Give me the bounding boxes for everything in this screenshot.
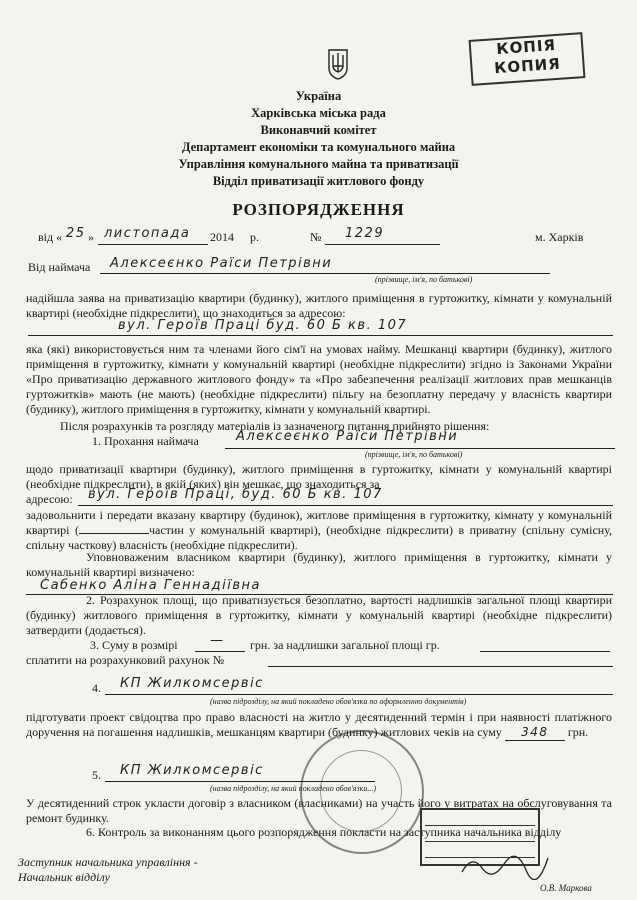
paragraph-decision: Після розрахунків та розгляду матеріалів із зазначеного питання прийнято рішення:: [60, 419, 490, 433]
certificate-text: підготувати проект свідоцтва про право власності на житло у десятиденний термін і при наявності платіжного доручення на погашення надлишків, мешканцям квартири (будинку) житлових чеків на суму: [26, 710, 612, 739]
signature-scribble: [460, 850, 550, 880]
account-underline: [268, 666, 613, 667]
applicant-underline: [100, 273, 550, 274]
transfer-text-2: частин у комунальній квартирі), (необхідне підкреслити) в приватну (спільну сумісну, спільну часткову) власність (необхідне підкреслити).: [26, 523, 612, 552]
item5-value: КП Жилкомсервіс: [120, 763, 264, 778]
item1-name: Алексеєнко Раїси Петрівни: [236, 429, 459, 444]
header-division: Відділ приватизації житлового фонду: [212, 174, 425, 188]
header-council: Харківська міська рада: [251, 106, 386, 120]
transfer-text: задовольнити і передати вказану квартиру (будинок), житлове приміщення в гуртожитку, кімнату у комунальній квартирі (: [26, 508, 612, 537]
header-directorate: Управління комунального майна та приватизації: [178, 157, 459, 171]
number-prefix: №: [310, 230, 322, 244]
order-number: 1229: [345, 226, 385, 241]
item4-prefix: 4.: [92, 681, 101, 695]
date-month: листопада: [104, 226, 191, 241]
address: вул. Героїв Праці буд. 60 Б кв. 107: [118, 318, 408, 333]
address2-prefix: адресою:: [26, 492, 73, 506]
paragraph-certificate: [26, 710, 612, 741]
date-year-suffix: р.: [250, 230, 259, 244]
header-department: Департамент економіки та комунального майна: [181, 140, 456, 154]
round-seal-stamp: [300, 730, 424, 854]
checks-sum: 348: [505, 725, 565, 741]
item6-text: 6. Контроль за виконанням цього розпорядження покласти на заступника начальника відділу: [86, 825, 562, 839]
item3-underline: [195, 651, 245, 652]
item5-hint: (назва підрозділу, на який покладено обов'язки...): [210, 784, 376, 793]
owner-name: Сабенко Аліна Геннадіївна: [40, 578, 261, 593]
item4-value: КП Жилкомсервіс: [120, 676, 264, 691]
document-title: РОЗПОРЯДЖЕННЯ: [232, 200, 405, 219]
applicant-hint: (прізвище, ім'я, по батькові): [375, 275, 473, 284]
signatory-deputy: Заступник начальника управління -: [18, 855, 198, 869]
trident-emblem-icon: [327, 48, 349, 80]
address2: вул. Героїв Праці, буд. 60 Б кв. 107: [88, 487, 383, 502]
applicant-name: Алексеєнко Раїси Петрівни: [110, 256, 333, 271]
number-underline: [325, 244, 440, 245]
item3-area-underline: [480, 651, 610, 652]
item4-underline: [105, 694, 613, 695]
paragraph-owner: Уповноваженим власником квартири (будинку), житлого приміщення в гуртожитку, кімнати у комунальній квартирі визначено:: [26, 550, 612, 579]
checks-currency: грн.: [567, 725, 589, 739]
copy-stamp-line-1: КОПІЯ: [495, 35, 557, 59]
item1-prefix: 1. Прохання наймача: [92, 434, 199, 448]
paragraph-benefits: яка (які) використовується ним та членами його сім'ї на умовах найму. Мешканці квартири (будинку), житлого приміщення в гуртожитку, кімнати у комунальній квартирі (необхідне підкреслити) згідно із Законами України «Про приватизацію державного житлового фонду» та «Про забезпечення реалізації житлових прав мешканців гуртожитків» мають (не мають) (необхідне підкреслити) пільгу на безоплатну передачу у власність квартири (будинку), житлого приміщення в гуртожитку, кімнати у комунальній квартирі.: [26, 342, 612, 416]
copy-stamp-line-2: КОПИЯ: [493, 54, 562, 78]
item4-hint: (назва підрозділу, на який покладено обов'язки по оформленню документів): [210, 697, 467, 706]
item5-prefix: 5.: [92, 768, 101, 782]
date-year: 2014: [210, 230, 234, 244]
paragraph-transfer: [26, 508, 612, 553]
header-committee: Виконавчий комітет: [260, 123, 377, 137]
item2-text: 2. Розрахунок площі, що приватизується безоплатно, вартості надлишків загальної площі квартири (будинку) житлового приміщення в гуртожитку, кімнати у комунальній квартирі (необхідне підкреслити) затвердити (додається).: [26, 593, 612, 637]
item1-underline: [225, 448, 615, 449]
copy-stamp: [469, 32, 586, 86]
address2-underline: [78, 505, 613, 506]
paragraph-privatization-request: щодо приватизації квартири (будинку), житлого приміщення в гуртожитку, кімнати у комунальній квартирі (необхідне підкреслити), в якій (яких) він мешкає, що знаходиться за: [26, 462, 612, 491]
date-day-close: »: [88, 230, 94, 244]
applicant-prefix: Від наймача: [28, 260, 91, 274]
address-underline: [28, 335, 613, 336]
signatory-head: Начальник відділу: [18, 870, 110, 884]
date-prefix: від «: [38, 230, 63, 244]
paragraph-contract: У десятиденний строк укласти договір з власником (власниками) на участь його у витратах на обслуговування та ремонт будинку.: [26, 796, 612, 825]
item3-line2: сплатити на розрахунковий рахунок №: [26, 653, 225, 667]
item1-hint: (прізвище, ім'я, по батькові): [365, 450, 463, 459]
header-country: Україна: [295, 89, 342, 103]
item3-prefix: 3. Суму в розмірі: [90, 638, 178, 652]
item3-suffix: грн. за надлишки загальної площі гр.: [250, 638, 440, 652]
item3-value: —: [210, 633, 225, 648]
month-underline: [98, 244, 208, 245]
author-initials: О.В. Маркова: [540, 883, 592, 893]
city: м. Харків: [535, 230, 584, 244]
paragraph-application: надійшла заява на приватизацію квартири (будинку), житлого приміщення в гуртожитку, кімнати у комунальній квартирі (необхідне підкреслити), що знаходиться за адресою:: [26, 291, 612, 320]
date-day: 25: [66, 226, 86, 241]
